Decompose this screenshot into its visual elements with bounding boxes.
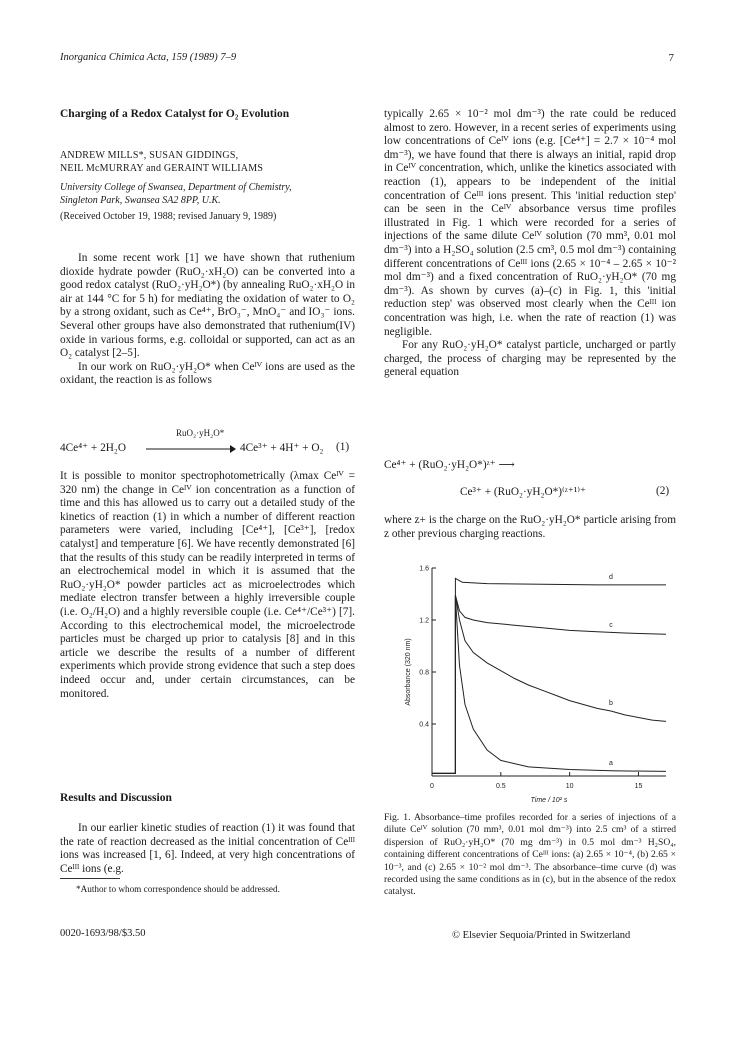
- charge-definition: where z+ is the charge on the RuO₂·yH₂O* particle arising from z other previous charging reactions.: [384, 514, 676, 540]
- series-line-d: [432, 578, 666, 773]
- author-line-2: NEIL McMURRAY and GERAINT WILLIAMS: [60, 163, 264, 174]
- x-tick-label: 10: [565, 783, 574, 790]
- charging-paragraph: For any RuO₂·yH₂O* catalyst particle, uncharged or partly charged, the process of charging may be represented by the general equation: [384, 339, 676, 379]
- reaction-arrow: [146, 444, 236, 454]
- affiliation-line-1: University College of Swansea, Department of Chemistry,: [60, 182, 292, 193]
- left-column-results: [60, 822, 355, 876]
- continuation-paragraph: typically 2.65 × 10⁻² mol dm⁻³) the rate could be reduced almost to zero. However, in a recent series of experiments using low concentrations of Ceᴵⱽ ions (e.g. [Ce⁴⁺] = 2.7 × 10⁻⁴ mol dm⁻³), we have found that there is always an initial, rapid drop in Ceᴵⱽ concentration, which, unlike the kinetics associated with reaction (1), appears to be independent of the initial concentration of Ceᴵᴵᴵ ions present. This 'initial reduction step' can be seen in the Ceᴵⱽ absorbance versus time profiles illustrated in Fig. 1 which were recorded for a series of injections of the same dilute Ceᴵⱽ solution (70 mm³, 0.01 mol dm⁻³) into a H₂SO₄ solution (2.5 cm³, 0.5 mol dm⁻³) containing different concentrations of Ceᴵᴵᴵ ions (2.65 × 10⁻⁴ – 2.65 × 10⁻² mol dm⁻³) and a fixed concentration of RuO₂·yH₂O* (70 mg dm⁻³). As shown by curves (a)–(c) in Fig. 1, this 'initial reduction step' was observed most clearly when the Ceᴵᴵᴵ ion concentration was high, i.e. when the rate of reaction (1) was negligible.: [384, 108, 676, 338]
- footnote: *Author to whom correspondence should be addressed.: [76, 884, 280, 894]
- equation-2-line-1: Ce⁴⁺ + (RuO₂·yH₂O*)ᶻ⁺ ⟶: [384, 459, 515, 471]
- left-column-intro: [60, 252, 355, 388]
- y-tick-label: 1.6: [419, 565, 429, 573]
- equation-1-number: (1): [336, 441, 350, 453]
- footnote-rule: [60, 878, 120, 879]
- figure-caption: Fig. 1. Absorbance–time profiles recorded for a series of injections of a dilute Ceᴵⱽ solution (70 mm³, 0.01 mol dm⁻³) into 2.5 cm³ of a stirred dispersion of RuO₂·yH₂O* (70 mg dm⁻³) in 0.5 mol dm⁻³ H₂SO₄, containing different concentrations of Ceᴵᴵᴵ ions: (a) 2.65 × 10⁻⁴, (b) 2.65 × 10⁻³, and (c) 2.65 × 10⁻² mol dm⁻³. The absorbance–time curve (d) was recorded using the same conditions as in (c), but in the absence of the redox catalyst.: [384, 812, 676, 898]
- equation-1-catalyst: RuO₂·yH₂O*: [176, 428, 225, 438]
- x-tick-label: 0.5: [495, 783, 506, 790]
- journal-header: Inorganica Chimica Acta, 159 (1989) 7–9: [60, 52, 237, 63]
- equation-2-line-2: Ce³⁺ + (RuO₂·yH₂O*)⁽ᶻ⁺¹⁾⁺: [460, 486, 586, 498]
- series-line-b: [432, 595, 666, 773]
- received-dates: (Received October 19, 1988; revised January 9, 1989): [60, 211, 277, 222]
- oxidant-paragraph: In our work on RuO₂·yH₂O* when Ceᴵⱽ ions are used as the oxidant, the reaction is as follows: [60, 360, 355, 387]
- publisher-line: © Elsevier Sequoia/Printed in Switzerland: [452, 930, 631, 941]
- y-tick-label: 0.8: [419, 669, 429, 677]
- equation-1-right: 4Ce³⁺ + 4H⁺ + O₂: [240, 442, 324, 454]
- series-label-b: b: [608, 700, 613, 707]
- absorbance-time-chart: [384, 558, 676, 808]
- affiliation-line-2: Singleton Park, Swansea SA2 8PP, U.K.: [60, 195, 221, 206]
- x-tick-label: 15: [634, 783, 643, 790]
- series-line-a: [432, 597, 666, 774]
- left-column-body: [60, 470, 355, 701]
- series-label-c: c: [609, 622, 613, 629]
- y-tick-label: 1.2: [419, 617, 429, 625]
- series-line-c: [432, 595, 666, 773]
- page-number: 7: [668, 52, 674, 64]
- y-tick-label: 0.4: [419, 721, 429, 729]
- author-line-1: ANDREW MILLS*, SUSAN GIDDINGS,: [60, 150, 239, 161]
- series-label-d: d: [608, 573, 613, 581]
- method-paragraph: It is possible to monitor spectrophotometrically (λmax Ceᴵⱽ = 320 nm) the change in Ceᴵⱽ ion concentration as a function of time and this has allowed us to carry out a detailed study of the kinetics of reaction (1) in which a number of different reaction parameters were varied, including [Ce⁴⁺], [Ce³⁺], [redox catalyst] and temperature [6]. We have recently demonstrated [6] that the results of this study can be readily interpreted in terms of an electrochemical model in which it is assumed that the RuO₂·yH₂O* powder particles act as microelectrodes which mediate electron transfer between a highly irreversible couple (i.e. O₂/H₂O) and a highly reversible couple (i.e. Ce⁴⁺/Ce³⁺) [7]. According to this electrochemical model, the microelectrode particles must be charged up prior to catalysis [8] and in this article we describe the results of a number of different experiments which provide strong evidence that such a step does indeed occur and, under certain circumstances, can be monitored.: [60, 470, 355, 700]
- results-paragraph: In our earlier kinetic studies of reaction (1) it was found that the rate of reaction decreased as the initial concentration of Ceᴵᴵᴵ ions was increased [1, 6]. Indeed, at very high concentrations of Ceᴵᴵᴵ ions (e.g.: [60, 822, 355, 875]
- right-column-body: [384, 108, 676, 380]
- intro-paragraph: In some recent work [1] we have shown that ruthenium dioxide hydrate powder (RuO₂·xH₂O) can be converted into a good redox catalyst (RuO₂·yH₂O*) (by annealing RuO₂·xH₂O in air at 144 °C for 5 h) for mediating the oxidation of water to O₂ by a strong oxidant, such as Ce⁴⁺, BrO₃⁻, MnO₄⁻ and IO₃⁻ ions. Several other groups have also demonstrated that ruthenium(IV) oxide in various forms, e.g. colloidal or supported, can act as an O₂ catalyst [2–5].: [60, 252, 355, 360]
- article-code: 0020-1693/98/$3.50: [60, 928, 146, 939]
- equation-1-left: 4Ce⁴⁺ + 2H₂O: [60, 442, 127, 454]
- right-column-definition: [384, 514, 676, 541]
- article-title: Charging of a Redox Catalyst for O₂ Evolution: [60, 108, 290, 120]
- x-tick-label: 0: [430, 783, 434, 790]
- y-axis-label: Absorbance (320 nm): [405, 638, 412, 706]
- x-axis-label: Time / 10² s: [530, 797, 568, 804]
- section-heading: Results and Discussion: [60, 792, 172, 804]
- equation-2-number: (2): [656, 485, 670, 497]
- series-label-a: a: [608, 759, 613, 767]
